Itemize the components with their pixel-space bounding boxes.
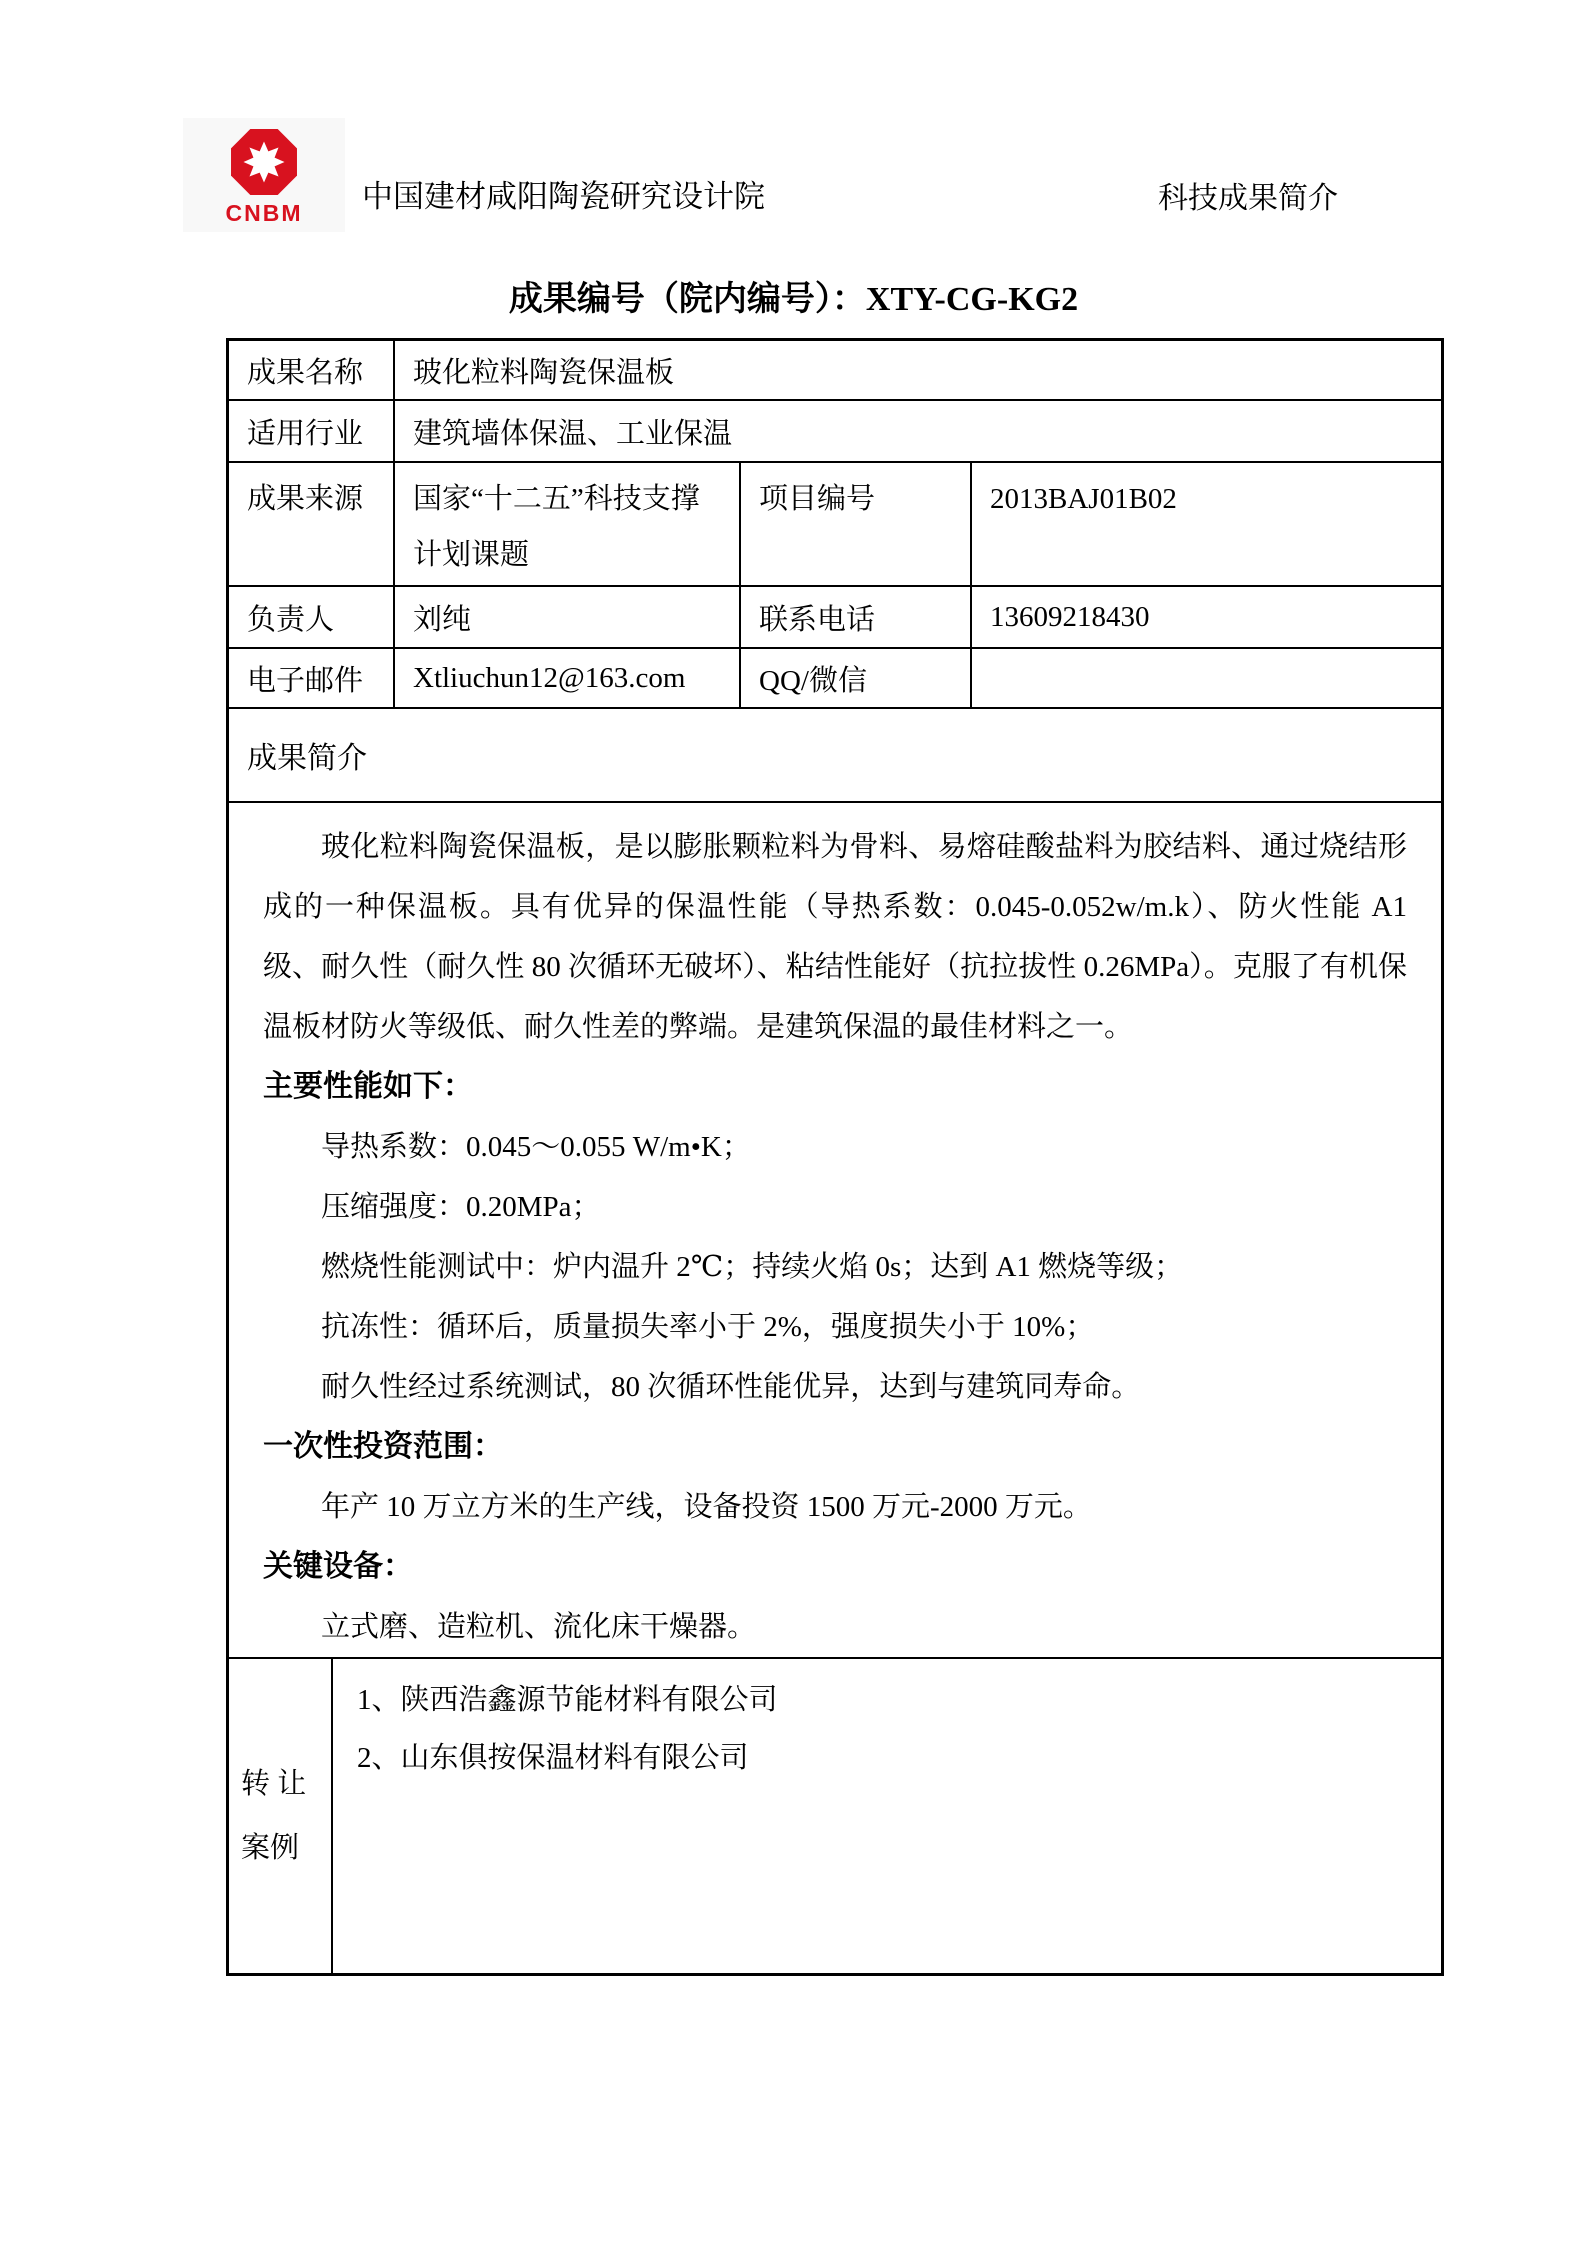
logo-star-shape — [243, 141, 284, 182]
performance-heading: 主要性能如下： — [263, 1069, 473, 1104]
intro-paragraph: 玻化粒料陶瓷保温板，是以膨胀颗粒料为骨料、易熔硅酸盐料为胶结料、通过烧结形成的一种保温板。具有优异的保温性能（导热系数：0.045-0.052w/m.k）、防火性能 A1 级、耐久性（耐久性 80 次循环无破坏）、粘结性能好（抗拉拔性 0.26MPa）。克服了有机保温板材防火等级低、耐久性差的弊端。是建筑保温的最佳材料之一。 — [263, 831, 1407, 1043]
performance-item: 耐久性经过系统测试，80 次循环性能优异，达到与建筑同寿命。 — [321, 1371, 1141, 1403]
row-value-2 — [970, 649, 1441, 707]
performance-item: 导热系数：0.045～0.055 W/m•K； — [321, 1131, 751, 1163]
transfer-label — [229, 1659, 331, 1973]
page-title: 成果编号（院内编号）：XTY-CG-KG2 — [508, 281, 1079, 318]
row-value-2: 13609218430 — [970, 587, 1441, 647]
row-value: Xtliuchun12@163.com — [393, 649, 739, 707]
org-name: 中国建材咸阳陶瓷研究设计院 — [362, 179, 765, 215]
row-label: 适用行业 — [247, 417, 364, 450]
transfer-label-line2: 案例 — [241, 1832, 300, 1864]
row-label: 电子邮件 — [247, 664, 364, 697]
row-label: 成果来源 — [247, 483, 364, 515]
table-row-email — [229, 649, 1441, 709]
table-row-leader — [229, 587, 1441, 649]
table-row-result-name — [229, 341, 1441, 401]
row-value: 国家“十二五”科技支撑计划课题 — [393, 463, 739, 585]
table-row-source — [229, 463, 1441, 587]
row-label: 成果名称 — [247, 356, 364, 389]
cnbm-logo — [183, 118, 345, 232]
row-value: 建筑墙体保温、工业保温 — [393, 401, 1441, 461]
row-label-2: 联系电话 — [739, 587, 970, 647]
row-value: 刘纯 — [393, 587, 739, 647]
row-value: 玻化粒料陶瓷保温板 — [393, 341, 1441, 399]
intro-body — [229, 803, 1441, 1657]
cnbm-logo-text: CNBM — [225, 200, 303, 226]
table-row-intro-header — [229, 709, 1441, 803]
equipment-heading: 关键设备： — [263, 1549, 413, 1584]
transfer-label-line1: 转 让 — [241, 1768, 307, 1800]
row-value-2: 2013BAJ01B02 — [970, 463, 1441, 585]
transfer-case-item: 2、山东俱按保温材料有限公司 — [357, 1742, 749, 1774]
investment-item: 年产 10 万立方米的生产线，设备投资 1500 万元-2000 万元。 — [321, 1491, 1092, 1523]
cnbm-logo-icon — [226, 124, 302, 200]
table-row-transfer-cases — [229, 1659, 1441, 1973]
equipment-item: 立式磨、造粒机、流化床干燥器。 — [321, 1611, 757, 1643]
table-row-intro-body — [229, 803, 1441, 1659]
investment-heading: 一次性投资范围： — [263, 1429, 503, 1464]
row-label: 负责人 — [247, 603, 335, 636]
intro-section-header: 成果简介 — [247, 742, 367, 775]
table-row-industry — [229, 401, 1441, 463]
row-label-2: 项目编号 — [739, 463, 970, 585]
transfer-cases — [331, 1659, 1441, 1973]
doc-type-label: 科技成果简介 — [1158, 181, 1338, 216]
performance-item: 燃烧性能测试中：炉内温升 2℃；持续火焰 0s；达到 A1 燃烧等级； — [321, 1251, 1184, 1283]
performance-item: 抗冻性：循环后，质量损失率小于 2%，强度损失小于 10%； — [321, 1311, 1095, 1343]
row-label-2: QQ/微信 — [739, 649, 970, 707]
info-table — [226, 338, 1444, 1976]
transfer-case-item: 1、陕西浩鑫源节能材料有限公司 — [357, 1684, 778, 1716]
performance-item: 压缩强度：0.20MPa； — [321, 1191, 601, 1223]
